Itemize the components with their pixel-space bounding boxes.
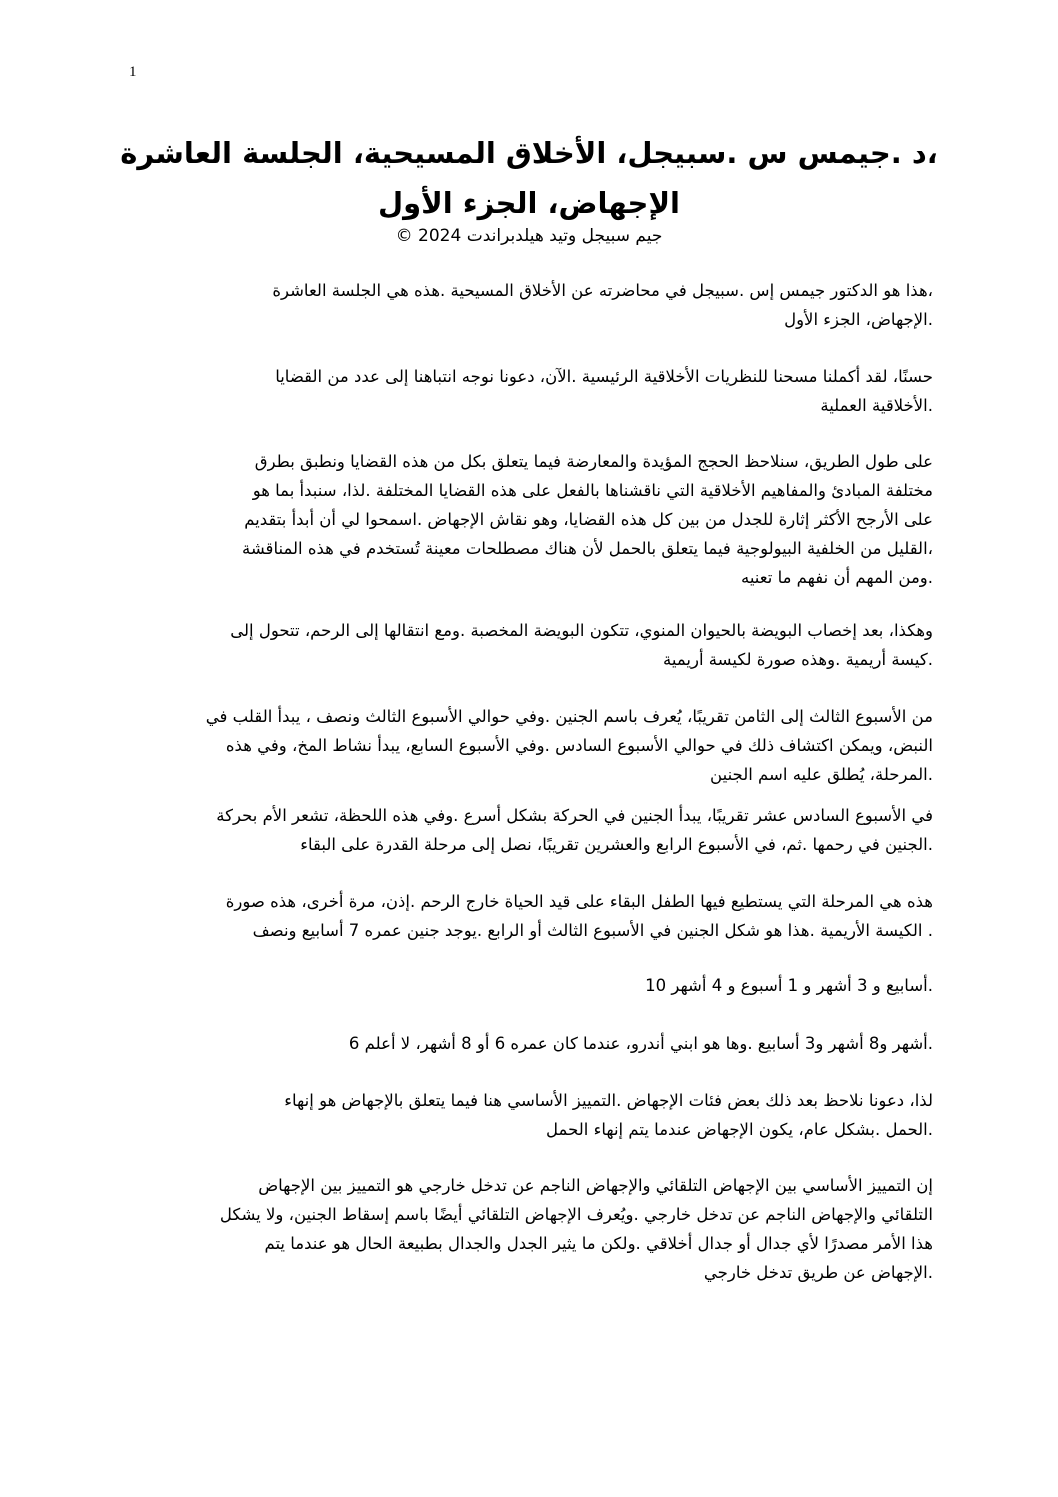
paragraph bbox=[128, 887, 933, 945]
paragraph bbox=[128, 1086, 933, 1144]
text-line: .كيسة أريمية .وهذه صورة لكيسة أريمية bbox=[663, 650, 933, 669]
text-line: .أسابيع و 3 أشهر و 1 أسبوع و 4 أشهر 10 bbox=[645, 976, 933, 995]
text-line: مختلفة المبادئ والمفاهيم الأخلاقية التي ناقشناها بالفعل على هذه القضايا المختلفة .لذا، سنبدأ بما هو bbox=[252, 481, 933, 500]
paragraph bbox=[128, 1029, 933, 1058]
text-line: لذا، دعونا نلاحظ بعد ذلك بعض فئات الإجهاض .التمييز الأساسي هنا فيما يتعلق بالإجهاض هو إنهاء bbox=[284, 1091, 933, 1110]
text-line: .ومن المهم أن نفهم ما تعنيه bbox=[740, 568, 933, 587]
paragraph bbox=[128, 447, 933, 592]
text-line: حسنًا، لقد أكملنا مسحنا للنظريات الأخلاقية الرئيسية .الآن، دعونا نوجه انتباهنا إلى عدد من القضايا bbox=[275, 367, 933, 386]
text-line: .الحمل .بشكل عام، يكون الإجهاض عندما يتم إنهاء الحمل bbox=[546, 1120, 933, 1139]
text-line: ،هذا هو الدكتور جيمس إس .سبيجل في محاضرته عن الأخلاق المسيحية .هذه هي الجلسة العاشرة bbox=[272, 281, 933, 300]
text-line: .الأخلاقية العملية bbox=[820, 396, 933, 415]
document-title bbox=[120, 128, 938, 228]
paragraph bbox=[128, 1171, 933, 1287]
text-line: هذه هي المرحلة التي يستطيع فيها الطفل البقاء على قيد الحياة خارج الرحم .إذن، مرة أخرى، هذه صورة bbox=[225, 892, 933, 911]
paragraph bbox=[128, 362, 933, 420]
text-line: .الجنين في رحمها .ثم، في الأسبوع الرابع والعشرين تقريبًا، نصل إلى مرحلة القدرة على البقاء bbox=[300, 835, 933, 854]
text-line: وهكذا، بعد إخصاب البويضة بالحيوان المنوي، تتكون البويضة المخصبة .ومع انتقالها إلى الرحم، تتحول إلى bbox=[230, 621, 933, 640]
text-line: .المرحلة، يُطلق عليه اسم الجنين bbox=[710, 765, 933, 784]
text-line: التلقائي والإجهاض الناجم عن تدخل خارجي .ويُعرف الإجهاض التلقائي أيضًا باسم إسقاط الجنين، ولا يشكل bbox=[219, 1205, 933, 1224]
text-line: النبض، ويمكن اكتشاف ذلك في حوالي الأسبوع السادس .وفي الأسبوع السابع، يبدأ نشاط المخ، وفي هذه bbox=[225, 736, 933, 755]
text-line: من الأسبوع الثالث إلى الثامن تقريبًا، يُعرف باسم الجنين .وفي حوالي الأسبوع الثالث ونصف ، يبدأ القلب في bbox=[205, 707, 933, 726]
paragraph bbox=[128, 801, 933, 859]
text-line: .الإجهاض، الجزء الأول bbox=[784, 310, 933, 329]
text-line: إن التمييز الأساسي بين الإجهاض التلقائي والإجهاض الناجم عن تدخل خارجي هو التمييز بين الإجهاض bbox=[258, 1176, 933, 1195]
text-line: .أشهر و8 أشهر و3 أسابيع .وها هو ابني أندرو، عندما كان عمره 6 أو 8 أشهر، لا أعلم 6 bbox=[348, 1034, 933, 1053]
page-number: 1 bbox=[129, 64, 137, 80]
title-line-2: الإجهاض، الجزء الأول bbox=[377, 186, 680, 220]
text-line: ،القليل من الخلفية البيولوجية فيما يتعلق بالحمل لأن هناك مصطلحات معينة تُستخدم في هذه المناقشة bbox=[241, 539, 933, 558]
text-line: على الأرجح الأكثر إثارة للجدل من بين كل هذه القضايا، وهو نقاش الإجهاض .اسمحوا لي أن أبدأ بتقديم bbox=[244, 510, 933, 529]
text-line: على طول الطريق، سنلاحظ الحجج المؤيدة والمعارضة فيما يتعلق بكل من هذه القضايا ونطبق بطرق bbox=[254, 452, 933, 471]
text-line: في الأسبوع السادس عشر تقريبًا، يبدأ الجنين في الحركة بشكل أسرع .وفي هذه اللحظة، تشعر الأم بحركة bbox=[216, 806, 933, 825]
title-line-1: ،د .جيمس س .سبيجل، الأخلاق المسيحية، الجلسة العاشرة bbox=[120, 136, 938, 170]
paragraph bbox=[128, 971, 933, 1000]
text-line: هذا الأمر مصدرًا لأي جدال أو جدال أخلاقي .ولكن ما يثير الجدل والجدال بطبيعة الحال هو عندما يتم bbox=[264, 1234, 933, 1253]
text-line: .الإجهاض عن طريق تدخل خارجي bbox=[703, 1263, 933, 1282]
paragraph bbox=[128, 616, 933, 674]
paragraph bbox=[128, 702, 933, 789]
copyright-notice: جيم سبيجل وتيد هيلدبراندت 2024 © bbox=[395, 226, 663, 246]
paragraph bbox=[128, 276, 933, 334]
text-line: . الكيسة الأريمية .هذا هو شكل الجنين في الأسبوع الثالث أو الرابع .يوجد جنين عمره 7 أسابيع ونصف bbox=[252, 921, 933, 940]
